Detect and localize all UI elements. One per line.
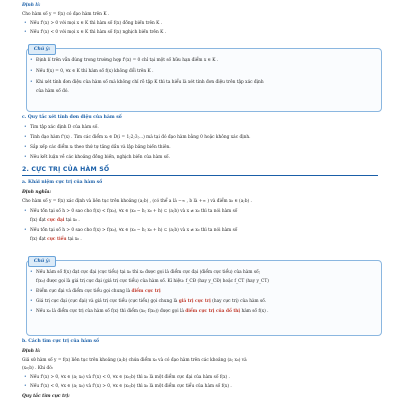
note2-bullet-1: • Nếu hàm số f(x) đạt cực đại (cực tiểu) tại x₀ thì x₀ được gọi là điểm cực đại (điểm cực tiểu) của hàm số; — [36, 270, 260, 275]
graph-extremum-term: điểm cực trị của đồ thị — [185, 309, 241, 314]
note1-bullet-2: • Nếu f(x) = 0, ∀x ∈ K thì hàm số f(x) không đổi trên K . — [36, 69, 154, 74]
note-tag-1: Chú ý: — [28, 44, 56, 55]
min-term: cực tiểu — [47, 237, 67, 242]
note2-bullet-3: • Giá trị cực đại (cực đại) và giá trị cực tiểu (cực tiểu) gọi chung là giá trị cực trị (hay cực trị) của hàm số. — [36, 299, 266, 304]
theorem-label: Định lí: — [22, 3, 41, 8]
rule-bullet-3: • Sắp xếp các điểm xᵢ theo thứ tự tăng dần và lập bảng biến thiên. — [30, 145, 171, 150]
rules-label: Quy tắc tìm cực trị: — [22, 394, 70, 399]
note2-bullet-4: • Nếu x₀ là điểm cực trị của hàm số f(x) thì điểm (x₀; f(x₀)) được gọi là điểm cực trị của đồ thị hàm số f(x) . — [36, 309, 269, 314]
note1-bullet-3: • Khi xét tính đơn điệu của hàm số mà không chỉ rõ tập K thì ta hiểu là xét tính đơn điệu trên tập xác định — [36, 80, 264, 85]
rule-bullet-1: • Tìm tập xác định D của hàm số. — [30, 125, 99, 130]
extremum-value-term: giá trị cực trị — [178, 299, 211, 304]
rule-bullet-2: • Tính đạo hàm f'(x) . Tìm các điểm xᵢ ∈ D(i = 1;2;3;...) mà tại đó đạo hàm bằng 0 hoặc không xác định. — [30, 135, 251, 140]
subsection-c-title: c. Quy tắc xét tính đơn điệu của hàm số — [22, 115, 122, 120]
theorem-bullet-1: • Nếu f'(x) > 0 với mọi x ∈ K thì hàm số f(x) đồng biến trên K . — [30, 21, 162, 26]
extremum-point-term: điểm cực trị — [131, 289, 161, 294]
note-tag-2: Chú ý: — [28, 256, 56, 267]
theorem-intro: Cho hàm số y = f(x) có đạo hàm trên K . — [22, 12, 110, 17]
subsection-b-title: b. Cách tìm cực trị của hàm số — [22, 339, 100, 344]
definition-bullet-1: • Nếu tồn tại số h > 0 sao cho f(x) < f(x₀), ∀x ∈ (x₀ − h; x₀ + h) ⊂ (a;b) và x ≠ x₀ thì ta nói hàm số — [30, 209, 237, 214]
note2-bullet-2: • Điểm cực đại và điểm cực tiểu gọi chung là điểm cực trị — [36, 289, 161, 294]
theorem-2-label: Định lí: — [22, 349, 41, 354]
definition-bullet-2: • Nếu tồn tại số h > 0 sao cho f(x) > f(x₀), ∀x ∈ (x₀ − h; x₀ + h) ⊂ (a;b) và x ≠ x₀ thì ta nói hàm số — [30, 228, 237, 233]
note1-bullet-3-cont: của hàm số đó. — [36, 89, 69, 94]
note2-bullet-1-cont: f(x₀) được gọi là giá trị cực đại (giá trị cực tiểu) của hàm số. Kí hiệu: f_CĐ (hay y_CĐ) hoặc f_CT (hay y_CT) — [36, 279, 269, 284]
theorem-2-intro-1: Giả sử hàm số y = f(x) liên tục trên khoảng (a;b) chứa điểm x₀ và có đạo hàm trên các khoảng (a; x₀) và — [22, 358, 247, 363]
theorem-2-bullet-2: • Nếu f'(x) < 0, ∀x ∈ (a; x₀) và f'(x) > 0, ∀x ∈ (x₀;b) thì x₀ là một điểm cực tiểu của hàm số f(x) . — [30, 384, 232, 389]
note1-bullet-1: • Định lí trên vẫn đúng trong trường hợp f'(x) = 0 chỉ tại một số hữu hạn điểm x ∈ K . — [36, 58, 218, 63]
rule-bullet-4: • Nêu kết luận về các khoảng đồng biến, nghịch biến của hàm số. — [30, 155, 170, 160]
theorem-2-intro-2: (x₀;b) . Khi đó: — [22, 366, 54, 371]
subsection-a-title: a. Khái niệm cực trị của hàm số — [22, 180, 103, 185]
max-term: cực đại — [47, 218, 65, 223]
definition-intro: Cho hàm số y = f(x) xác định và liên tục trên khoảng (a;b) , (có thể a là −∞ , b là +∞ ) và điểm x₀ ∈ (a;b) . — [22, 199, 252, 204]
theorem-2-bullet-1: • Nếu f'(x) > 0, ∀x ∈ (a; x₀) và f'(x) < 0, ∀x ∈ (x₀;b) thì x₀ là một điểm cực đại của hàm số f(x) . — [30, 375, 230, 380]
section-2-rule — [22, 175, 378, 176]
section-2-title: 2. CỰC TRỊ CỦA HÀM SỐ — [22, 166, 110, 173]
definition-label: Định nghĩa: — [22, 190, 52, 195]
definition-bullet-1-cont: f(x) đạt cực đại tại x₀ . — [30, 218, 80, 223]
theorem-bullet-2: • Nếu f'(x) < 0 với mọi x ∈ K thì hàm số f(x) nghịch biến trên K . — [30, 30, 166, 35]
definition-bullet-2-cont: f(x) đạt cực tiểu tại x₀ . — [30, 237, 82, 242]
